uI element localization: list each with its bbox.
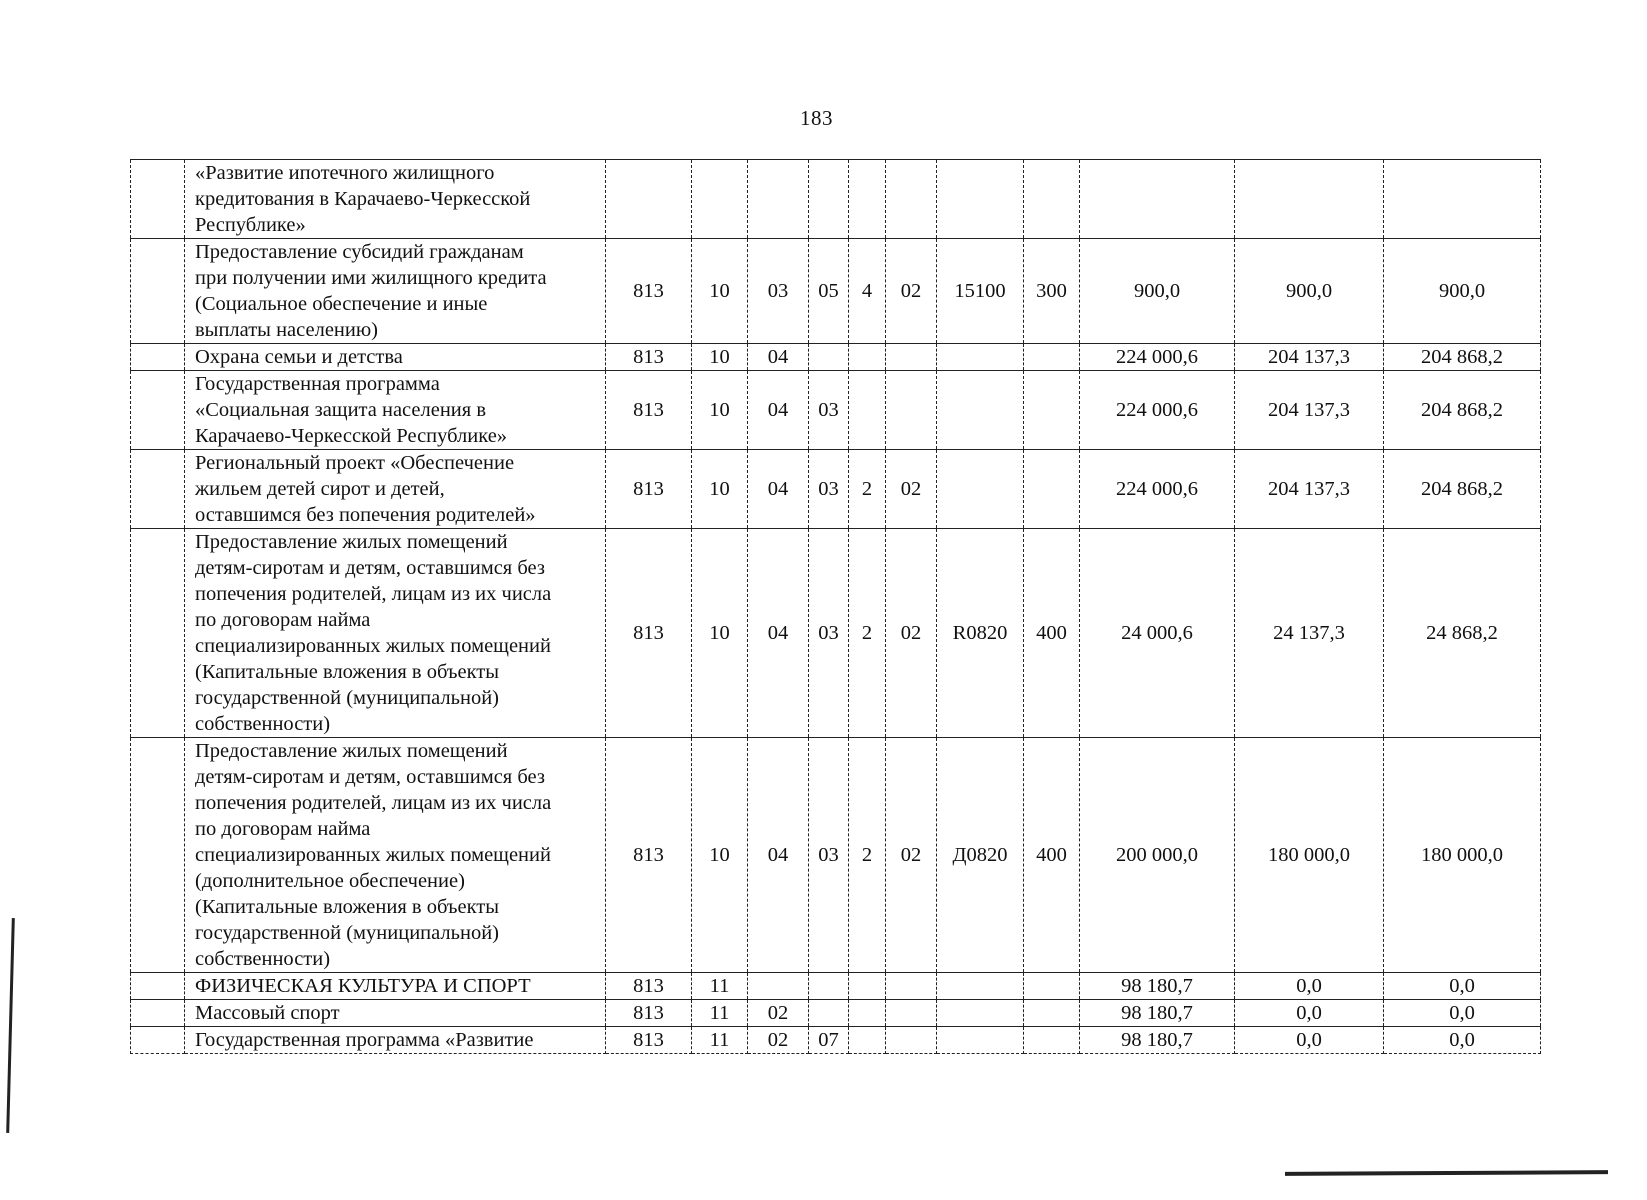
item-name-line: «Социальная защита населения в — [195, 399, 487, 421]
item-name-line: Массовый спорт — [195, 1002, 340, 1024]
item-name-line: (Социальное обеспечение и иные — [195, 293, 488, 315]
section-code-cell: 11 — [692, 1027, 748, 1054]
subsection-code-cell: 04 — [748, 371, 809, 450]
item-name-line: Карачаево-Черкесской Республике» — [195, 425, 508, 447]
program-code-cell — [809, 1000, 849, 1027]
table-body — [131, 160, 1541, 1054]
direction-code-cell — [937, 973, 1024, 1000]
subprogram-type-code-cell — [849, 160, 886, 239]
item-name-cell — [185, 344, 606, 371]
expense-type-code-cell — [1024, 371, 1080, 450]
item-name-line: детям-сиротам и детям, оставшимся без — [195, 557, 545, 579]
subprogram-code-cell — [886, 973, 937, 1000]
direction-code-cell — [937, 450, 1024, 529]
section-code-cell: 11 — [692, 973, 748, 1000]
amount-year-2-cell: 0,0 — [1235, 1000, 1384, 1027]
item-name-line: (Капитальные вложения в объекты — [195, 661, 499, 683]
expense-type-code-cell — [1024, 344, 1080, 371]
subsection-code-cell: 02 — [748, 1027, 809, 1054]
expense-type-code-cell — [1024, 160, 1080, 239]
item-name-line: Государственная программа «Развитие — [195, 1029, 534, 1051]
section-code-cell — [692, 160, 748, 239]
expense-type-code-cell: 400 — [1024, 738, 1080, 973]
subprogram-type-code-cell — [849, 344, 886, 371]
subsection-code-cell — [748, 973, 809, 1000]
ministry-code-cell: 813 — [606, 239, 692, 344]
item-name-line: специализированных жилых помещений — [195, 635, 551, 657]
subprogram-type-code-cell — [849, 371, 886, 450]
amount-year-2-cell: 0,0 — [1235, 1027, 1384, 1054]
amount-year-3-cell: 0,0 — [1384, 1027, 1541, 1054]
item-name-line: Региональный проект «Обеспечение — [195, 452, 515, 474]
subprogram-type-code-cell — [849, 1027, 886, 1054]
table-row — [131, 529, 1541, 738]
amount-year-2-cell: 900,0 — [1235, 239, 1384, 344]
subprogram-code-cell: 02 — [886, 239, 937, 344]
subsection-code-cell: 04 — [748, 529, 809, 738]
item-name-line: «Развитие ипотечного жилищного — [195, 162, 495, 184]
section-code-cell: 11 — [692, 1000, 748, 1027]
amount-year-2-cell: 204 137,3 — [1235, 371, 1384, 450]
table-row — [131, 344, 1541, 371]
subprogram-code-cell: 02 — [886, 450, 937, 529]
item-name-line: Предоставление жилых помещений — [195, 740, 508, 762]
row-number-cell — [131, 1000, 185, 1027]
amount-year-3-cell — [1384, 160, 1541, 239]
row-number-cell — [131, 239, 185, 344]
direction-code-cell: 15100 — [937, 239, 1024, 344]
item-name-line: специализированных жилых помещений — [195, 844, 551, 866]
section-code-cell: 10 — [692, 738, 748, 973]
subprogram-code-cell: 02 — [886, 529, 937, 738]
item-name-line: выплаты населению) — [195, 319, 379, 341]
item-name-line: детям-сиротам и детям, оставшимся без — [195, 766, 545, 788]
ministry-code-cell: 813 — [606, 1000, 692, 1027]
amount-year-1-cell: 224 000,6 — [1080, 371, 1235, 450]
page-number: 183 — [800, 106, 833, 130]
direction-code-cell — [937, 371, 1024, 450]
item-name-line: Государственная программа — [195, 373, 440, 395]
item-name-cell — [185, 371, 606, 450]
expense-type-code-cell: 300 — [1024, 239, 1080, 344]
amount-year-2-cell — [1235, 160, 1384, 239]
subsection-code-cell: 04 — [748, 450, 809, 529]
program-code-cell: 05 — [809, 239, 849, 344]
budget-table — [130, 159, 1541, 1054]
program-code-cell: 03 — [809, 371, 849, 450]
amount-year-3-cell: 204 868,2 — [1384, 371, 1541, 450]
section-code-cell: 10 — [692, 239, 748, 344]
subprogram-code-cell: 02 — [886, 738, 937, 973]
direction-code-cell: Д0820 — [937, 738, 1024, 973]
expense-type-code-cell — [1024, 973, 1080, 1000]
row-number-cell — [131, 344, 185, 371]
table-row — [131, 450, 1541, 529]
item-name-line: Республике» — [195, 214, 306, 236]
amount-year-3-cell: 204 868,2 — [1384, 450, 1541, 529]
program-code-cell: 03 — [809, 450, 849, 529]
ministry-code-cell: 813 — [606, 738, 692, 973]
item-name-cell — [185, 239, 606, 344]
item-name-line: ФИЗИЧЕСКАЯ КУЛЬТУРА И СПОРТ — [195, 975, 531, 997]
amount-year-1-cell: 900,0 — [1080, 239, 1235, 344]
section-code-cell: 10 — [692, 371, 748, 450]
amount-year-1-cell: 224 000,6 — [1080, 344, 1235, 371]
direction-code-cell: R0820 — [937, 529, 1024, 738]
subprogram-code-cell — [886, 1000, 937, 1027]
direction-code-cell — [937, 1000, 1024, 1027]
table-row — [131, 1027, 1541, 1054]
program-code-cell: 03 — [809, 738, 849, 973]
item-name-line: (Капитальные вложения в объекты — [195, 896, 499, 918]
row-number-cell — [131, 738, 185, 973]
table-row — [131, 160, 1541, 239]
expense-type-code-cell — [1024, 1000, 1080, 1027]
program-code-cell — [809, 344, 849, 371]
item-name-cell — [185, 738, 606, 973]
program-code-cell: 07 — [809, 1027, 849, 1054]
item-name-line: Охрана семьи и детства — [195, 346, 403, 368]
amount-year-3-cell: 24 868,2 — [1384, 529, 1541, 738]
amount-year-1-cell: 98 180,7 — [1080, 1027, 1235, 1054]
subsection-code-cell: 04 — [748, 344, 809, 371]
item-name-cell — [185, 973, 606, 1000]
ministry-code-cell: 813 — [606, 1027, 692, 1054]
row-number-cell — [131, 973, 185, 1000]
row-number-cell — [131, 450, 185, 529]
expense-type-code-cell — [1024, 450, 1080, 529]
table-row — [131, 371, 1541, 450]
amount-year-2-cell: 180 000,0 — [1235, 738, 1384, 973]
section-code-cell: 10 — [692, 344, 748, 371]
amount-year-1-cell: 24 000,6 — [1080, 529, 1235, 738]
row-number-cell — [131, 1027, 185, 1054]
expense-type-code-cell — [1024, 1027, 1080, 1054]
program-code-cell — [809, 973, 849, 1000]
scan-artifact-line — [1285, 1170, 1608, 1176]
subprogram-type-code-cell — [849, 973, 886, 1000]
subprogram-type-code-cell: 2 — [849, 529, 886, 738]
amount-year-3-cell: 0,0 — [1384, 1000, 1541, 1027]
subprogram-type-code-cell: 4 — [849, 239, 886, 344]
amount-year-2-cell: 204 137,3 — [1235, 450, 1384, 529]
row-number-cell — [131, 371, 185, 450]
subprogram-code-cell — [886, 1027, 937, 1054]
section-code-cell: 10 — [692, 450, 748, 529]
section-code-cell: 10 — [692, 529, 748, 738]
subprogram-type-code-cell — [849, 1000, 886, 1027]
expense-type-code-cell: 400 — [1024, 529, 1080, 738]
amount-year-2-cell: 204 137,3 — [1235, 344, 1384, 371]
ministry-code-cell: 813 — [606, 450, 692, 529]
item-name-line: кредитования в Карачаево-Черкесской — [195, 188, 531, 210]
amount-year-2-cell: 24 137,3 — [1235, 529, 1384, 738]
item-name-line: Предоставление субсидий гражданам — [195, 241, 524, 263]
subprogram-code-cell — [886, 344, 937, 371]
item-name-cell — [185, 1027, 606, 1054]
subsection-code-cell — [748, 160, 809, 239]
amount-year-1-cell: 224 000,6 — [1080, 450, 1235, 529]
ministry-code-cell: 813 — [606, 344, 692, 371]
subprogram-type-code-cell: 2 — [849, 450, 886, 529]
item-name-cell — [185, 160, 606, 239]
item-name-cell — [185, 450, 606, 529]
table-row — [131, 1000, 1541, 1027]
ministry-code-cell: 813 — [606, 529, 692, 738]
item-name-line: государственной (муниципальной) — [195, 687, 500, 709]
item-name-line: (дополнительное обеспечение) — [195, 870, 465, 892]
ministry-code-cell — [606, 160, 692, 239]
subsection-code-cell: 03 — [748, 239, 809, 344]
amount-year-1-cell: 98 180,7 — [1080, 1000, 1235, 1027]
item-name-line: по договорам найма — [195, 609, 371, 631]
amount-year-3-cell: 0,0 — [1384, 973, 1541, 1000]
scan-artifact-line — [6, 918, 15, 1133]
program-code-cell — [809, 160, 849, 239]
item-name-cell — [185, 529, 606, 738]
subprogram-code-cell — [886, 371, 937, 450]
row-number-cell — [131, 529, 185, 738]
row-number-cell — [131, 160, 185, 239]
item-name-line: жильем детей сирот и детей, — [195, 478, 445, 500]
subsection-code-cell: 02 — [748, 1000, 809, 1027]
ministry-code-cell: 813 — [606, 371, 692, 450]
subsection-code-cell: 04 — [748, 738, 809, 973]
table-row — [131, 738, 1541, 973]
direction-code-cell — [937, 160, 1024, 239]
subprogram-type-code-cell: 2 — [849, 738, 886, 973]
item-name-line: Предоставление жилых помещений — [195, 531, 508, 553]
item-name-line: при получении ими жилищного кредита — [195, 267, 547, 289]
amount-year-1-cell: 98 180,7 — [1080, 973, 1235, 1000]
amount-year-2-cell: 0,0 — [1235, 973, 1384, 1000]
amount-year-3-cell: 900,0 — [1384, 239, 1541, 344]
amount-year-1-cell: 200 000,0 — [1080, 738, 1235, 973]
amount-year-3-cell: 180 000,0 — [1384, 738, 1541, 973]
direction-code-cell — [937, 344, 1024, 371]
ministry-code-cell: 813 — [606, 973, 692, 1000]
direction-code-cell — [937, 1027, 1024, 1054]
item-name-line: собственности) — [195, 713, 331, 735]
item-name-cell — [185, 1000, 606, 1027]
item-name-line: попечения родителей, лицам из их числа — [195, 792, 552, 814]
item-name-line: государственной (муниципальной) — [195, 922, 500, 944]
item-name-line: оставшимся без попечения родителей» — [195, 504, 536, 526]
table-row — [131, 973, 1541, 1000]
amount-year-1-cell — [1080, 160, 1235, 239]
subprogram-code-cell — [886, 160, 937, 239]
table-row — [131, 239, 1541, 344]
item-name-line: собственности) — [195, 948, 331, 970]
item-name-line: по договорам найма — [195, 818, 371, 840]
program-code-cell: 03 — [809, 529, 849, 738]
amount-year-3-cell: 204 868,2 — [1384, 344, 1541, 371]
item-name-line: попечения родителей, лицам из их числа — [195, 583, 552, 605]
